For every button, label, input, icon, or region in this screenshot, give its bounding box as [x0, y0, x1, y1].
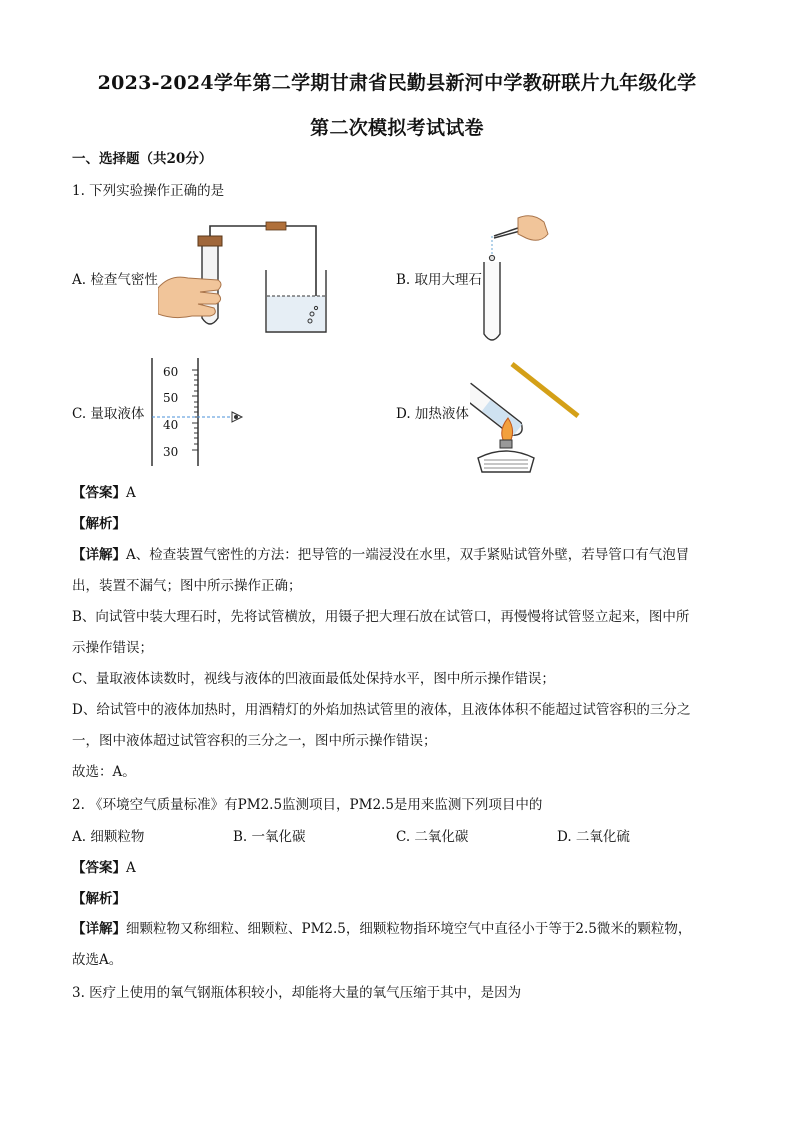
q1-detail-line: A、检查装置气密性的方法：把导管的一端浸没在水里，双手紧贴试管外壁，若导管口有气泡冒 — [126, 547, 690, 563]
cylinder-tick-40: 40 — [163, 418, 179, 432]
page-title-line2: 第二次模拟考试试卷 — [310, 117, 484, 139]
q1-detail-tag: 【详解】 — [72, 547, 126, 563]
q1-detail-line: D、给试管中的液体加热时，用酒精灯的外焰加热试管里的液体，且液体体积不能超过试管容积的三分之 — [72, 702, 691, 718]
question-1-stem: 1. 下列实验操作正确的是 — [72, 183, 225, 199]
q2-answer-value: A — [126, 860, 136, 876]
q1-detail-line: C、量取液体读数时，视线与液体的凹液面最低处保持水平，图中所示操作错误； — [72, 671, 555, 687]
q2-detail-line: 细颗粒物又称细粒、细颗粒、PM2.5，细颗粒物指环境空气中直径小于等于2.5微米的颗粒物， — [126, 921, 692, 937]
q1-answer — [72, 483, 136, 503]
q2-detail-tag: 【详解】 — [72, 921, 126, 937]
q1-option-b: B. 取用大理石 — [396, 272, 483, 288]
q2-detail-line: 故选A。 — [72, 952, 123, 968]
q2-answer — [72, 858, 136, 878]
cylinder-tick-60: 60 — [163, 365, 179, 379]
q1-detail-line: 出，装置不漏气；图中所示操作正确； — [72, 578, 302, 594]
q1-analysis-tag: 【解析】 — [72, 516, 126, 532]
q2-analysis-tag: 【解析】 — [72, 891, 126, 907]
q2-option-d: D. 二氧化硫 — [557, 829, 630, 845]
q1-answer-tag: 【答案】 — [72, 485, 126, 501]
q2-option-a: A. 细颗粒物 — [72, 829, 145, 845]
q2-option-c: C. 二氧化碳 — [396, 829, 469, 845]
q1-detail-line: 故选：A。 — [72, 764, 136, 780]
q1-detail — [72, 540, 732, 788]
figure-take-marble — [478, 214, 550, 344]
q1-answer-value: A — [126, 485, 136, 501]
q1-option-a: A. 检查气密性 — [72, 272, 158, 288]
q1-option-d: D. 加热液体 — [396, 406, 469, 422]
page-title-line1: 2023-2024学年第二学期甘肃省民勤县新河中学教研联片九年级化学 — [97, 72, 697, 94]
cylinder-tick-30: 30 — [163, 445, 179, 459]
figure-graduated-cylinder — [140, 356, 250, 468]
q1-detail-line: B、向试管中装大理石时，先将试管横放，用镊子把大理石放在试管口，再慢慢将试管竖立起来，图中所 — [72, 609, 690, 625]
q2-detail — [72, 914, 732, 976]
section-heading: 一、选择题（共20分） — [72, 151, 213, 167]
q1-option-c: C. 量取液体 — [72, 406, 145, 422]
q1-detail-line: 一，图中液体超过试管容积的三分之一，图中所示操作错误； — [72, 733, 437, 749]
figure-heating-liquid — [470, 354, 582, 476]
question-2-stem: 2. 《环境空气质量标准》有PM2.5监测项目，PM2.5是用来监测下列项目中的 — [72, 797, 543, 813]
figure-airtightness-check — [158, 218, 330, 336]
q2-option-b: B. 一氧化碳 — [233, 829, 306, 845]
question-3-stem: 3. 医疗上使用的氧气钢瓶体积较小，却能将大量的氧气压缩于其中，是因为 — [72, 985, 522, 1001]
cylinder-tick-50: 50 — [163, 391, 179, 405]
q1-detail-line: 示操作错误； — [72, 640, 153, 656]
q2-answer-tag: 【答案】 — [72, 860, 126, 876]
